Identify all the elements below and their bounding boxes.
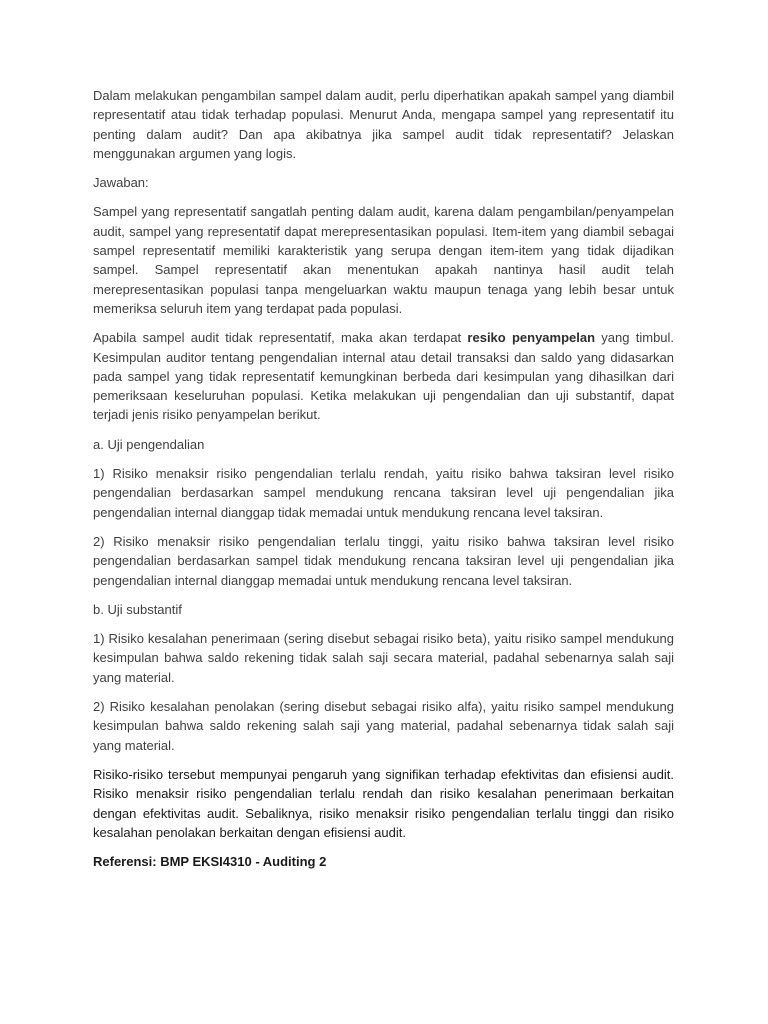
section-b-item-2: 2) Risiko kesalahan penolakan (sering disebut sebagai risiko alfa), yaitu risiko sampel mendukung kesimpulan bahwa saldo rekening salah saji yang material, padahal sebenarnya tidak salah saji yang material. [93,699,674,753]
answer-paragraph-1: Sampel yang representatif sangatlah penting dalam audit, karena dalam pengambilan/penyampelan audit, sampel yang representatif dapat merepresentasikan populasi. Item-item yang diambil sebagai sampel representatif memiliki karakteristik yang serupa dengan item-item yang tidak dijadikan sampel. Sampel representatif akan menentukan apakah nantinya hasil audit telah merepresentasikan populasi tanpa mengeluarkan waktu maupun tenaga yang lebih besar untuk memeriksa seluruh item yang terdapat pada populasi. [93,204,674,316]
answer-label: Jawaban: [93,175,149,191]
section-b-item-1: 1) Risiko kesalahan penerimaan (sering disebut sebagai risiko beta), yaitu risiko sampel mendukung kesimpulan bahwa saldo rekening tidak salah saji secara material, padahal sebenarnya salah saji yang material. [93,631,674,685]
reference-line: Referensi: BMP EKSI4310 - Auditing 2 [93,854,327,870]
para2-text-before: Apabila sampel audit tidak representatif, maka akan terdapat [93,330,468,346]
answer-paragraph-2 [93,328,674,424]
section-a-item-2: 2) Risiko menaksir risiko pengendalian terlalu tinggi, yaitu risiko bahwa taksiran level risiko pengendalian berdasarkan sampel tidak mendukung rencana taksiran level uji pengendalian jika pengendalian internal dianggap memadai untuk mendukung rencana level taksiran. [93,533,674,588]
document-page [93,86,674,881]
para2-text-after: yang timbul. Kesimpulan auditor tentang pengendalian internal atau detail transaksi dan saldo yang didasarkan pada sampel yang tidak representatif kemungkinan berbeda dari kesimpulan yang dihasilkan dari pemeriksaan keseluruhan populasi. Ketika melakukan uji pengendalian dan uji substantif, dapat terjadi jenis risiko penyampelan berikut. [93,330,675,423]
section-a-heading: a. Uji pengendalian [93,436,205,452]
section-b-heading: b. Uji substantif [93,601,182,617]
question-paragraph: Dalam melakukan pengambilan sampel dalam audit, perlu diperhatikan apakah sampel yang diambil representatif atau tidak terhadap populasi. Menurut Anda, mengapa sampel yang representatif itu penting dalam audit? Dan apa akibatnya jika sampel audit tidak representatif? Jelaskan menggunakan argumen yang logis. [93,88,674,161]
conclusion-paragraph: Risiko-risiko tersebut mempunyai pengaruh yang signifikan terhadap efektivitas dan efisiensi audit. Risiko menaksir risiko pengendalian terlalu rendah dan risiko kesalahan penerimaan berkaitan dengan efektivitas audit. Sebaliknya, risiko menaksir risiko pengendalian terlalu tinggi dan risiko kesalahan penolakan berkaitan dengan efisiensi audit. [93,766,674,840]
section-a-item-1: 1) Risiko menaksir risiko pengendalian terlalu rendah, yaitu risiko bahwa taksiran level risiko pengendalian berdasarkan sampel mendukung rencana taksiran level uji pengendalian jika pengendalian internal dianggap tidak memadai untuk mendukung rencana level taksiran. [93,466,674,520]
sampling-risk-term: resiko penyampelan [467,330,596,346]
